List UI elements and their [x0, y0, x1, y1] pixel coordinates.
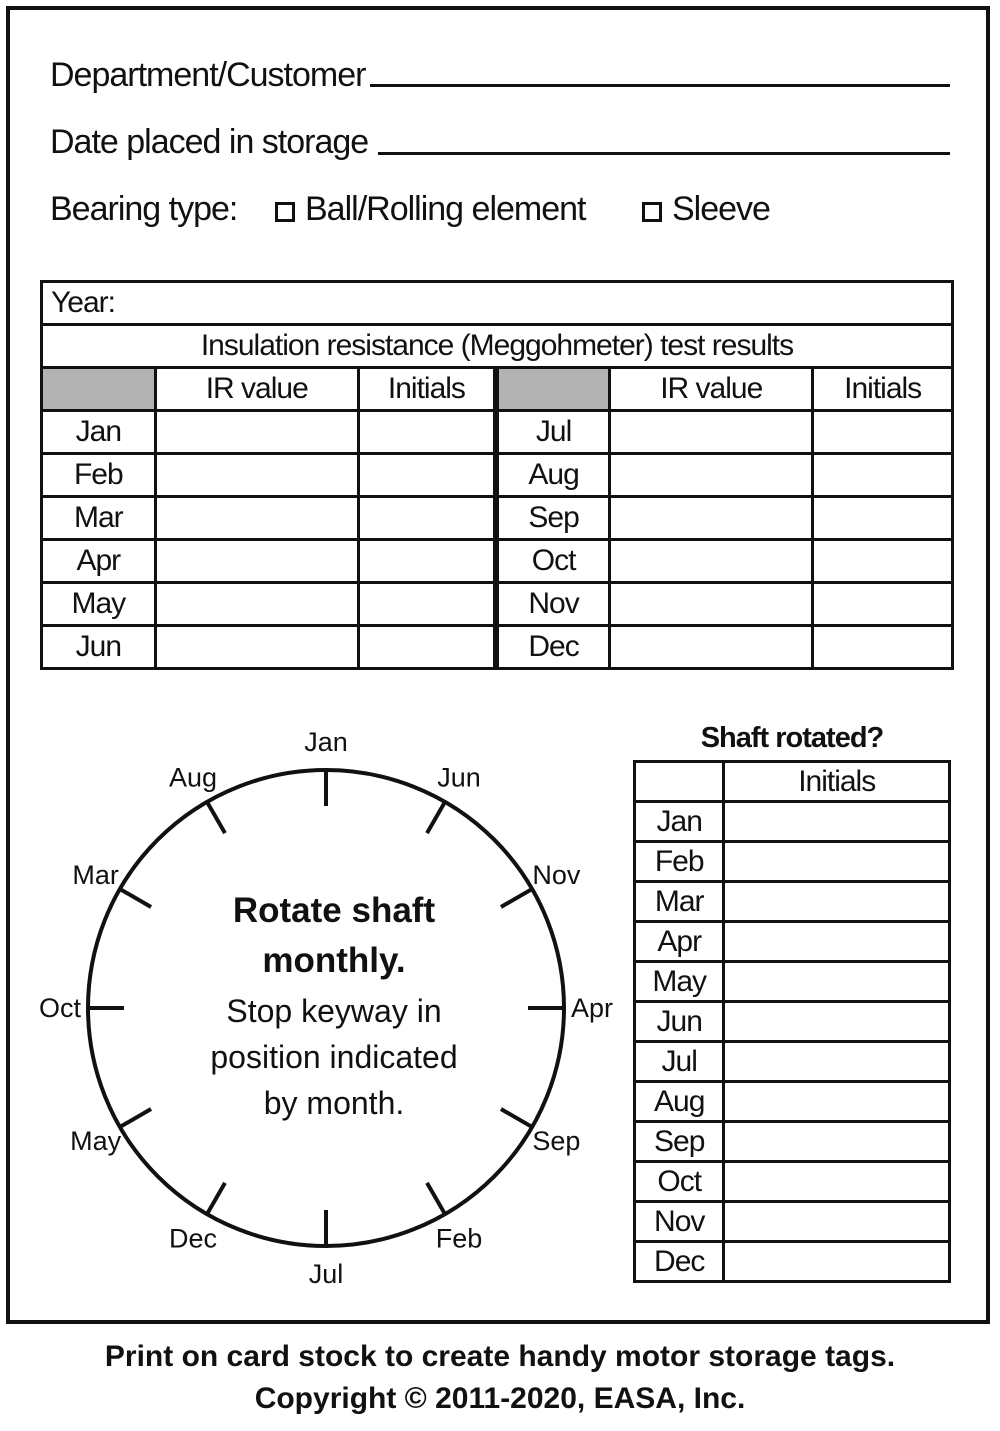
- ir-value-cell[interactable]: [610, 626, 813, 669]
- initials-cell[interactable]: [358, 583, 496, 626]
- dial-label-aug: Aug: [168, 762, 218, 793]
- initials-cell[interactable]: [813, 411, 953, 454]
- table-row: [635, 1042, 950, 1082]
- table-row: [635, 1162, 950, 1202]
- initials-cell[interactable]: [724, 1162, 950, 1202]
- initials-cell[interactable]: [724, 962, 950, 1002]
- dial-tick-dec: [207, 1183, 225, 1214]
- ir-value-cell[interactable]: [155, 497, 358, 540]
- dial-tick-nov: [501, 889, 532, 907]
- initials-cell[interactable]: [724, 1042, 950, 1082]
- initials-cell[interactable]: [724, 1202, 950, 1242]
- dial-label-jul: Jul: [308, 1259, 344, 1289]
- year-cell[interactable]: Year:: [42, 282, 953, 325]
- shaft-initials-header: Initials: [724, 762, 950, 802]
- ir-value-cell[interactable]: [155, 540, 358, 583]
- initials-cell[interactable]: [358, 626, 496, 669]
- table-row: [635, 1122, 950, 1162]
- initials-cell[interactable]: [724, 1082, 950, 1122]
- ir-value-cell[interactable]: [610, 454, 813, 497]
- table-row: [635, 802, 950, 842]
- initials-cell[interactable]: [724, 1122, 950, 1162]
- month-cell: Oct: [496, 540, 610, 583]
- initials-cell[interactable]: [813, 497, 953, 540]
- date-placed-label: Date placed in storage: [50, 123, 369, 161]
- checkbox-ball[interactable]: [275, 202, 295, 222]
- table-row: [635, 1202, 950, 1242]
- month-cell: Aug: [496, 454, 610, 497]
- month-header-left: [42, 368, 156, 411]
- bearing-option-ball[interactable]: [275, 190, 586, 229]
- bearing-option-sleeve[interactable]: [642, 190, 770, 229]
- initials-cell[interactable]: [813, 626, 953, 669]
- month-cell: Jan: [42, 411, 156, 454]
- ir-value-header-left: IR value: [155, 368, 358, 411]
- dial-tick-mar: [120, 889, 151, 907]
- ir-value-cell[interactable]: [610, 583, 813, 626]
- instruction-line-1: Stop keyway in: [226, 993, 442, 1029]
- month-cell: Sep: [496, 497, 610, 540]
- initials-cell[interactable]: [813, 454, 953, 497]
- month-cell: Dec: [496, 626, 610, 669]
- table-row: [42, 540, 953, 583]
- table-row: [635, 962, 950, 1002]
- table-row: [42, 626, 953, 669]
- table-row: [635, 842, 950, 882]
- ir-value-cell[interactable]: [155, 411, 358, 454]
- ir-table-title: Insulation resistance (Meggohmeter) test results: [42, 325, 953, 368]
- dial-tick-feb: [427, 1183, 445, 1214]
- month-cell: Nov: [496, 583, 610, 626]
- rotation-dial: [0, 700, 630, 1300]
- month-cell: Feb: [635, 842, 724, 882]
- ir-value-cell[interactable]: [610, 540, 813, 583]
- month-cell: Feb: [42, 454, 156, 497]
- initials-cell[interactable]: [358, 411, 496, 454]
- dial-tick-jun: [427, 802, 445, 833]
- month-cell: Jan: [635, 802, 724, 842]
- footer-copyright: Copyright © 2011-2020, EASA, Inc.: [254, 1382, 746, 1415]
- month-cell: Mar: [635, 882, 724, 922]
- dial-label-jan: Jan: [304, 727, 348, 757]
- dial-tick-aug: [207, 802, 225, 833]
- dial-tick-may: [120, 1109, 151, 1127]
- initials-cell[interactable]: [724, 882, 950, 922]
- instruction-line-3: by month.: [263, 1085, 405, 1121]
- ir-value-cell[interactable]: [610, 411, 813, 454]
- ir-value-cell[interactable]: [155, 626, 358, 669]
- month-cell: Nov: [635, 1202, 724, 1242]
- dial-label-apr: Apr: [570, 993, 614, 1023]
- ir-value-cell[interactable]: [610, 497, 813, 540]
- month-cell: Sep: [635, 1122, 724, 1162]
- month-cell: May: [635, 962, 724, 1002]
- table-row: [42, 454, 953, 497]
- table-row: [42, 497, 953, 540]
- department-customer-label: Department/Customer: [50, 56, 366, 94]
- month-header-right: [496, 368, 610, 411]
- month-cell: May: [42, 583, 156, 626]
- initials-cell[interactable]: [358, 540, 496, 583]
- initials-cell[interactable]: [724, 802, 950, 842]
- month-cell: Oct: [635, 1162, 724, 1202]
- dial-label-nov: Nov: [532, 860, 581, 890]
- table-row: [42, 411, 953, 454]
- dial-label-may: May: [70, 1126, 122, 1156]
- table-row: [635, 922, 950, 962]
- dial-label-jun: Jun: [437, 762, 481, 793]
- ir-test-table: [40, 280, 954, 670]
- shaft-rotated-table: [633, 760, 951, 1283]
- initials-header-left: Initials: [358, 368, 496, 411]
- checkbox-sleeve[interactable]: [642, 202, 662, 222]
- dial-label-oct: Oct: [38, 993, 82, 1023]
- month-cell: Jul: [635, 1042, 724, 1082]
- shaft-rotated-title: Shaft rotated?: [700, 722, 884, 754]
- shaft-month-header: [635, 762, 724, 802]
- ir-value-header-right: IR value: [610, 368, 813, 411]
- month-cell: Apr: [42, 540, 156, 583]
- table-row: [635, 1082, 950, 1122]
- ir-value-cell[interactable]: [155, 583, 358, 626]
- instruction-line-2: position indicated: [210, 1039, 458, 1075]
- month-cell: Dec: [635, 1242, 724, 1282]
- initials-cell[interactable]: [358, 454, 496, 497]
- dial-label-sep: Sep: [532, 1126, 581, 1156]
- initials-cell[interactable]: [813, 583, 953, 626]
- month-cell: Jun: [635, 1002, 724, 1042]
- table-row: [635, 1002, 950, 1042]
- bearing-type-label: Bearing type:: [50, 190, 238, 228]
- initials-cell[interactable]: [724, 842, 950, 882]
- initials-cell[interactable]: [724, 1242, 950, 1282]
- ir-value-cell[interactable]: [155, 454, 358, 497]
- table-row: [635, 1242, 950, 1282]
- month-cell: Mar: [42, 497, 156, 540]
- date-placed-line[interactable]: [378, 152, 950, 155]
- initials-header-right: Initials: [813, 368, 953, 411]
- bearing-option-sleeve-label: Sleeve: [672, 190, 770, 228]
- instruction-bold-2: monthly.: [262, 941, 406, 980]
- dial-label-feb: Feb: [435, 1223, 483, 1254]
- month-cell: Apr: [635, 922, 724, 962]
- instruction-bold-1: Rotate shaft: [232, 891, 436, 930]
- bearing-option-ball-label: Ball/Rolling element: [305, 190, 586, 228]
- month-cell: Aug: [635, 1082, 724, 1122]
- table-row: [635, 882, 950, 922]
- dial-tick-sep: [501, 1109, 532, 1127]
- table-row: [42, 583, 953, 626]
- initials-cell[interactable]: [724, 1002, 950, 1042]
- initials-cell[interactable]: [358, 497, 496, 540]
- footer-note: Print on card stock to create handy motor storage tags.: [104, 1340, 896, 1373]
- initials-cell[interactable]: [724, 922, 950, 962]
- month-cell: Jun: [42, 626, 156, 669]
- dial-label-mar: Mar: [72, 860, 119, 890]
- department-customer-line[interactable]: [370, 84, 950, 87]
- month-cell: Jul: [496, 411, 610, 454]
- dial-label-dec: Dec: [168, 1223, 218, 1254]
- initials-cell[interactable]: [813, 540, 953, 583]
